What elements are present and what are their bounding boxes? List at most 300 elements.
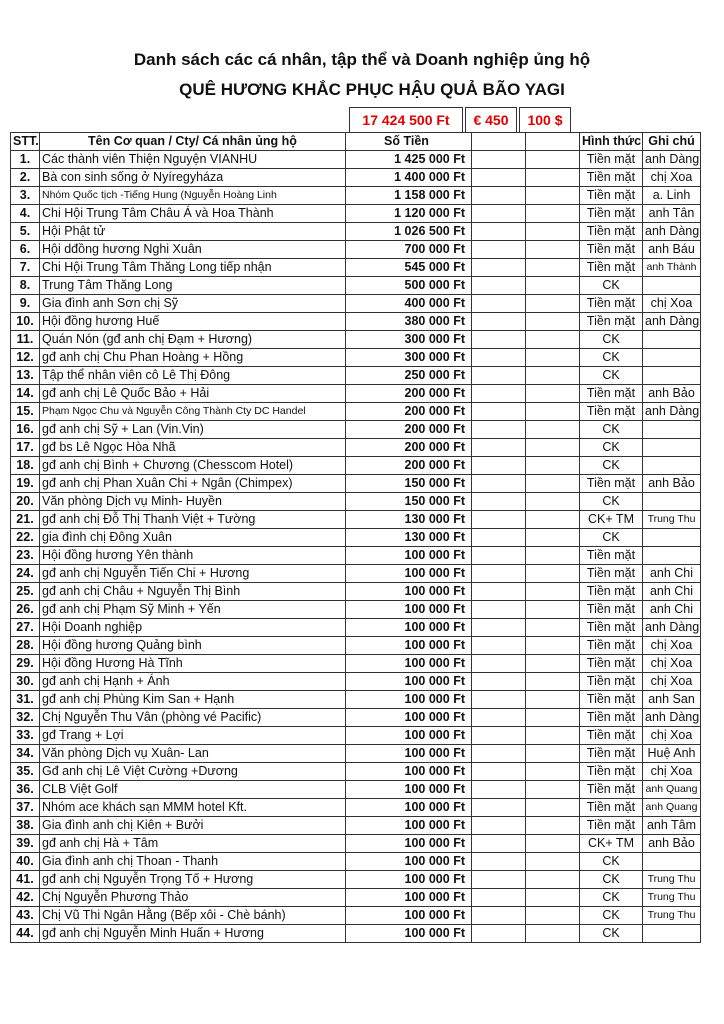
donor-name: gđ anh chị Chu Phan Hoàng + Hồng bbox=[40, 349, 346, 367]
table-row bbox=[11, 529, 701, 547]
blank-cell bbox=[526, 223, 580, 241]
table-row bbox=[11, 763, 701, 781]
note bbox=[643, 367, 701, 385]
row-number: 1. bbox=[11, 151, 40, 169]
row-number: 29. bbox=[11, 655, 40, 673]
table-header-row bbox=[11, 133, 701, 151]
note: anh Bảo bbox=[643, 835, 701, 853]
blank-cell bbox=[526, 583, 580, 601]
payment-form: Tiền mặt bbox=[580, 673, 643, 691]
donor-name: gđ anh chị Phùng Kim San + Hạnh bbox=[40, 691, 346, 709]
payment-form: Tiền mặt bbox=[580, 295, 643, 313]
payment-form: Tiền mặt bbox=[580, 205, 643, 223]
row-number: 14. bbox=[11, 385, 40, 403]
donation-amount: 500 000 Ft bbox=[346, 277, 472, 295]
blank-cell bbox=[472, 745, 526, 763]
blank-cell bbox=[526, 547, 580, 565]
donation-amount: 100 000 Ft bbox=[346, 691, 472, 709]
total-forint: 17 424 500 Ft bbox=[349, 107, 463, 133]
row-number: 27. bbox=[11, 619, 40, 637]
donation-amount: 1 425 000 Ft bbox=[346, 151, 472, 169]
table-row bbox=[11, 547, 701, 565]
note: anh Quang bbox=[643, 799, 701, 817]
payment-form: CK bbox=[580, 439, 643, 457]
blank-cell bbox=[472, 817, 526, 835]
donor-name: gđ Trang + Lợi bbox=[40, 727, 346, 745]
blank-cell bbox=[526, 745, 580, 763]
blank-cell bbox=[472, 889, 526, 907]
header-form: Hình thức bbox=[580, 133, 643, 151]
blank-cell bbox=[472, 925, 526, 943]
blank-cell bbox=[526, 907, 580, 925]
blank-cell bbox=[526, 799, 580, 817]
blank-cell bbox=[526, 655, 580, 673]
blank-cell bbox=[472, 331, 526, 349]
blank-cell bbox=[526, 259, 580, 277]
row-number: 40. bbox=[11, 853, 40, 871]
blank-cell bbox=[472, 673, 526, 691]
donor-name: Hội Doanh nghiệp bbox=[40, 619, 346, 637]
blank-cell bbox=[472, 187, 526, 205]
donation-amount: 545 000 Ft bbox=[346, 259, 472, 277]
header-stt: STT. bbox=[11, 133, 40, 151]
donation-amount: 100 000 Ft bbox=[346, 673, 472, 691]
donation-amount: 100 000 Ft bbox=[346, 745, 472, 763]
note: Trung Thu bbox=[643, 889, 701, 907]
table-body bbox=[11, 151, 701, 943]
table-row bbox=[11, 889, 701, 907]
donation-amount: 300 000 Ft bbox=[346, 331, 472, 349]
document-title: Danh sách các cá nhân, tập thể và Doanh nghiệp ủng hộ bbox=[133, 50, 591, 69]
donor-name: Hội đồng hương Huế bbox=[40, 313, 346, 331]
row-number: 3. bbox=[11, 187, 40, 205]
donation-amount: 1 026 500 Ft bbox=[346, 223, 472, 241]
note: anh Báu bbox=[643, 241, 701, 259]
note: anh Dàng bbox=[643, 619, 701, 637]
row-number: 16. bbox=[11, 421, 40, 439]
blank-cell bbox=[472, 205, 526, 223]
donor-name: gđ anh chị Bình + Chương (Chesscom Hotel) bbox=[40, 457, 346, 475]
row-number: 25. bbox=[11, 583, 40, 601]
donation-amount: 100 000 Ft bbox=[346, 871, 472, 889]
blank-cell bbox=[472, 385, 526, 403]
donor-name: Chi Hội Trung Tâm Châu Á và Hoa Thành bbox=[40, 205, 346, 223]
donation-amount: 100 000 Ft bbox=[346, 637, 472, 655]
blank-cell bbox=[472, 871, 526, 889]
note: anh Dàng bbox=[643, 709, 701, 727]
table-row bbox=[11, 781, 701, 799]
blank-cell bbox=[526, 367, 580, 385]
blank-cell bbox=[526, 349, 580, 367]
donation-amount: 200 000 Ft bbox=[346, 439, 472, 457]
row-number: 13. bbox=[11, 367, 40, 385]
note: anh Chi bbox=[643, 565, 701, 583]
row-number: 6. bbox=[11, 241, 40, 259]
table-row bbox=[11, 655, 701, 673]
note bbox=[643, 853, 701, 871]
payment-form: Tiền mặt bbox=[580, 745, 643, 763]
blank-cell bbox=[526, 421, 580, 439]
header-blank-1 bbox=[472, 133, 526, 151]
donation-amount: 150 000 Ft bbox=[346, 475, 472, 493]
donation-amount: 700 000 Ft bbox=[346, 241, 472, 259]
note: chị Xoa bbox=[643, 169, 701, 187]
blank-cell bbox=[526, 457, 580, 475]
note: anh Bảo bbox=[643, 475, 701, 493]
payment-form: Tiền mặt bbox=[580, 619, 643, 637]
blank-cell bbox=[472, 583, 526, 601]
table-row bbox=[11, 493, 701, 511]
blank-cell bbox=[526, 331, 580, 349]
blank-cell bbox=[526, 151, 580, 169]
payment-form: Tiền mặt bbox=[580, 763, 643, 781]
blank-cell bbox=[472, 493, 526, 511]
payment-form: Tiền mặt bbox=[580, 565, 643, 583]
donor-name: Các thành viên Thiện Nguyện VIANHU bbox=[40, 151, 346, 169]
donor-name: Bà con sinh sống ở Nyíregyháza bbox=[40, 169, 346, 187]
payment-form: Tiền mặt bbox=[580, 169, 643, 187]
payment-form: CK bbox=[580, 925, 643, 943]
donation-amount: 100 000 Ft bbox=[346, 781, 472, 799]
table-row bbox=[11, 799, 701, 817]
row-number: 38. bbox=[11, 817, 40, 835]
note bbox=[643, 457, 701, 475]
donation-amount: 150 000 Ft bbox=[346, 493, 472, 511]
payment-form: Tiền mặt bbox=[580, 781, 643, 799]
payment-form: Tiền mặt bbox=[580, 655, 643, 673]
payment-form: Tiền mặt bbox=[580, 241, 643, 259]
note: anh Dàng bbox=[643, 223, 701, 241]
blank-cell bbox=[526, 709, 580, 727]
blank-cell bbox=[526, 763, 580, 781]
blank-cell bbox=[526, 601, 580, 619]
blank-cell bbox=[472, 763, 526, 781]
table-row bbox=[11, 511, 701, 529]
table-row bbox=[11, 925, 701, 943]
row-number: 43. bbox=[11, 907, 40, 925]
row-number: 26. bbox=[11, 601, 40, 619]
blank-cell bbox=[472, 547, 526, 565]
blank-cell bbox=[526, 691, 580, 709]
donor-name: Nhóm Quốc tịch -Tiếng Hung (Nguyễn Hoàng Linh bbox=[40, 187, 346, 205]
payment-form: Tiền mặt bbox=[580, 403, 643, 421]
table-row bbox=[11, 331, 701, 349]
donation-amount: 200 000 Ft bbox=[346, 385, 472, 403]
donor-name: gđ bs Lê Ngọc Hòa Nhã bbox=[40, 439, 346, 457]
donor-name: Chị Nguyễn Thu Vân (phòng vé Pacific) bbox=[40, 709, 346, 727]
donor-name: Chị Nguyễn Phương Thảo bbox=[40, 889, 346, 907]
donor-name: Chị Vũ Thi Ngân Hằng (Bếp xôi - Chè bánh) bbox=[40, 907, 346, 925]
table-row bbox=[11, 583, 701, 601]
donation-amount: 380 000 Ft bbox=[346, 313, 472, 331]
donation-amount: 100 000 Ft bbox=[346, 619, 472, 637]
donation-amount: 100 000 Ft bbox=[346, 547, 472, 565]
row-number: 8. bbox=[11, 277, 40, 295]
blank-cell bbox=[526, 205, 580, 223]
row-number: 39. bbox=[11, 835, 40, 853]
donor-name: Gia đình anh chị Thoan - Thanh bbox=[40, 853, 346, 871]
row-number: 28. bbox=[11, 637, 40, 655]
row-number: 20. bbox=[11, 493, 40, 511]
blank-cell bbox=[472, 907, 526, 925]
table-row bbox=[11, 169, 701, 187]
donation-amount: 100 000 Ft bbox=[346, 763, 472, 781]
note: anh Dàng bbox=[643, 313, 701, 331]
note: chị Xoa bbox=[643, 763, 701, 781]
row-number: 2. bbox=[11, 169, 40, 187]
blank-cell bbox=[526, 853, 580, 871]
donation-amount: 1 400 000 Ft bbox=[346, 169, 472, 187]
note: anh Chi bbox=[643, 601, 701, 619]
note: anh Tâm bbox=[643, 817, 701, 835]
blank-cell bbox=[526, 187, 580, 205]
row-number: 23. bbox=[11, 547, 40, 565]
payment-form: CK bbox=[580, 367, 643, 385]
donation-amount: 130 000 Ft bbox=[346, 529, 472, 547]
blank-cell bbox=[472, 781, 526, 799]
table-row bbox=[11, 205, 701, 223]
blank-cell bbox=[526, 835, 580, 853]
note: anh Dàng bbox=[643, 403, 701, 421]
donation-amount: 100 000 Ft bbox=[346, 907, 472, 925]
donation-amount: 100 000 Ft bbox=[346, 835, 472, 853]
blank-cell bbox=[526, 529, 580, 547]
donor-name: Hội đồng hương Quảng bình bbox=[40, 637, 346, 655]
blank-cell bbox=[472, 619, 526, 637]
donation-amount: 100 000 Ft bbox=[346, 565, 472, 583]
donor-name: Trung Tâm Thăng Long bbox=[40, 277, 346, 295]
note bbox=[643, 925, 701, 943]
blank-cell bbox=[472, 835, 526, 853]
note bbox=[643, 421, 701, 439]
donor-name: gđ anh chị Phan Xuân Chi + Ngân (Chimpex) bbox=[40, 475, 346, 493]
table-row bbox=[11, 853, 701, 871]
note: chị Xoa bbox=[643, 655, 701, 673]
table-row bbox=[11, 457, 701, 475]
note bbox=[643, 493, 701, 511]
donation-amount: 100 000 Ft bbox=[346, 889, 472, 907]
blank-cell bbox=[526, 619, 580, 637]
payment-form: CK+ TM bbox=[580, 511, 643, 529]
table-row bbox=[11, 241, 701, 259]
donor-name: gđ anh chị Phạm Sỹ Minh + Yến bbox=[40, 601, 346, 619]
donor-name: gia đình chị Đông Xuân bbox=[40, 529, 346, 547]
header-name: Tên Cơ quan / Cty/ Cá nhân ủng hộ bbox=[40, 133, 346, 151]
donation-amount: 250 000 Ft bbox=[346, 367, 472, 385]
blank-cell bbox=[526, 781, 580, 799]
payment-form: CK bbox=[580, 529, 643, 547]
donor-name: Gđ anh chị Lê Việt Cường +Dương bbox=[40, 763, 346, 781]
payment-form: Tiền mặt bbox=[580, 799, 643, 817]
table-row bbox=[11, 187, 701, 205]
payment-form: CK bbox=[580, 457, 643, 475]
note: chị Xoa bbox=[643, 637, 701, 655]
table-row bbox=[11, 619, 701, 637]
note: Huệ Anh bbox=[643, 745, 701, 763]
blank-cell bbox=[472, 151, 526, 169]
donation-amount: 200 000 Ft bbox=[346, 403, 472, 421]
payment-form: Tiền mặt bbox=[580, 727, 643, 745]
blank-cell bbox=[472, 853, 526, 871]
blank-cell bbox=[526, 889, 580, 907]
payment-form: CK bbox=[580, 871, 643, 889]
row-number: 41. bbox=[11, 871, 40, 889]
blank-cell bbox=[526, 673, 580, 691]
table-row bbox=[11, 871, 701, 889]
row-number: 31. bbox=[11, 691, 40, 709]
note: anh Bảo bbox=[643, 385, 701, 403]
blank-cell bbox=[526, 493, 580, 511]
donation-amount: 100 000 Ft bbox=[346, 583, 472, 601]
document-subtitle: QUÊ HƯƠNG KHẮC PHỤC HẬU QUẢ BÃO YAGI bbox=[179, 80, 565, 99]
table-row bbox=[11, 835, 701, 853]
payment-form: Tiền mặt bbox=[580, 385, 643, 403]
row-number: 15. bbox=[11, 403, 40, 421]
row-number: 37. bbox=[11, 799, 40, 817]
payment-form: CK bbox=[580, 277, 643, 295]
donor-name: gđ anh chị Sỹ + Lan (Vin.Vin) bbox=[40, 421, 346, 439]
row-number: 4. bbox=[11, 205, 40, 223]
donation-amount: 300 000 Ft bbox=[346, 349, 472, 367]
note: anh Dàng bbox=[643, 151, 701, 169]
blank-cell bbox=[526, 727, 580, 745]
row-number: 19. bbox=[11, 475, 40, 493]
table-row bbox=[11, 907, 701, 925]
note bbox=[643, 439, 701, 457]
note bbox=[643, 349, 701, 367]
blank-cell bbox=[526, 511, 580, 529]
table-row bbox=[11, 403, 701, 421]
row-number: 36. bbox=[11, 781, 40, 799]
donor-name: Hội dđồng hương Nghi Xuân bbox=[40, 241, 346, 259]
table-row bbox=[11, 151, 701, 169]
donor-name: gđ anh chị Lê Quốc Bảo + Hải bbox=[40, 385, 346, 403]
note: anh Quang bbox=[643, 781, 701, 799]
table-row bbox=[11, 601, 701, 619]
note: anh Tân bbox=[643, 205, 701, 223]
donation-amount: 100 000 Ft bbox=[346, 799, 472, 817]
table-row bbox=[11, 313, 701, 331]
payment-form: CK bbox=[580, 421, 643, 439]
blank-cell bbox=[526, 169, 580, 187]
donation-amount: 200 000 Ft bbox=[346, 421, 472, 439]
row-number: 11. bbox=[11, 331, 40, 349]
donor-name: Văn phòng Dịch vụ Minh- Huyền bbox=[40, 493, 346, 511]
blank-cell bbox=[472, 727, 526, 745]
blank-cell bbox=[526, 313, 580, 331]
donor-name: gđ anh chị Hạnh + Ánh bbox=[40, 673, 346, 691]
payment-form: Tiền mặt bbox=[580, 475, 643, 493]
blank-cell bbox=[472, 799, 526, 817]
donor-name: gđ anh chị Đỗ Thị Thanh Việt + Tường bbox=[40, 511, 346, 529]
header-note: Ghi chú bbox=[643, 133, 701, 151]
blank-cell bbox=[472, 655, 526, 673]
header-blank-2 bbox=[526, 133, 580, 151]
donation-amount: 400 000 Ft bbox=[346, 295, 472, 313]
donor-name: Gia đình anh Sơn chị Sỹ bbox=[40, 295, 346, 313]
row-number: 24. bbox=[11, 565, 40, 583]
blank-cell bbox=[472, 421, 526, 439]
donor-name: gđ anh chị Nguyễn Tiến Chi + Hương bbox=[40, 565, 346, 583]
table-row bbox=[11, 439, 701, 457]
row-number: 17. bbox=[11, 439, 40, 457]
table-row bbox=[11, 367, 701, 385]
payment-form: Tiền mặt bbox=[580, 223, 643, 241]
donor-name: Nhóm ace khách sạn MMM hotel Kft. bbox=[40, 799, 346, 817]
row-number: 30. bbox=[11, 673, 40, 691]
donation-amount: 100 000 Ft bbox=[346, 817, 472, 835]
donor-name: CLB Việt Golf bbox=[40, 781, 346, 799]
donation-amount: 100 000 Ft bbox=[346, 601, 472, 619]
payment-form: Tiền mặt bbox=[580, 817, 643, 835]
donor-name: Hội Phật tử bbox=[40, 223, 346, 241]
row-number: 10. bbox=[11, 313, 40, 331]
blank-cell bbox=[526, 637, 580, 655]
payment-form: CK+ TM bbox=[580, 835, 643, 853]
row-number: 42. bbox=[11, 889, 40, 907]
donation-amount: 100 000 Ft bbox=[346, 655, 472, 673]
row-number: 18. bbox=[11, 457, 40, 475]
blank-cell bbox=[472, 529, 526, 547]
total-euro: € 450 bbox=[465, 107, 517, 133]
row-number: 21. bbox=[11, 511, 40, 529]
row-number: 32. bbox=[11, 709, 40, 727]
blank-cell bbox=[526, 295, 580, 313]
table-row bbox=[11, 565, 701, 583]
blank-cell bbox=[526, 871, 580, 889]
payment-form: Tiền mặt bbox=[580, 259, 643, 277]
donation-amount: 1 120 000 Ft bbox=[346, 205, 472, 223]
payment-form: CK bbox=[580, 889, 643, 907]
blank-cell bbox=[472, 565, 526, 583]
blank-cell bbox=[526, 475, 580, 493]
donation-amount: 1 158 000 Ft bbox=[346, 187, 472, 205]
donation-amount: 200 000 Ft bbox=[346, 457, 472, 475]
payment-form: CK bbox=[580, 331, 643, 349]
blank-cell bbox=[472, 295, 526, 313]
blank-cell bbox=[472, 349, 526, 367]
note: chị Xoa bbox=[643, 295, 701, 313]
table-row bbox=[11, 709, 701, 727]
donor-name: Hội đồng Hương Hà Tĩnh bbox=[40, 655, 346, 673]
blank-cell bbox=[472, 475, 526, 493]
payment-form: CK bbox=[580, 493, 643, 511]
row-number: 44. bbox=[11, 925, 40, 943]
blank-cell bbox=[472, 367, 526, 385]
payment-form: Tiền mặt bbox=[580, 583, 643, 601]
payment-form: Tiền mặt bbox=[580, 313, 643, 331]
donation-amount: 100 000 Ft bbox=[346, 709, 472, 727]
donation-amount: 100 000 Ft bbox=[346, 853, 472, 871]
payment-form: Tiền mặt bbox=[580, 151, 643, 169]
payment-form: Tiền mặt bbox=[580, 547, 643, 565]
table-row bbox=[11, 475, 701, 493]
blank-cell bbox=[472, 241, 526, 259]
payment-form: Tiền mặt bbox=[580, 637, 643, 655]
table-row bbox=[11, 727, 701, 745]
note: a. Linh bbox=[643, 187, 701, 205]
row-number: 12. bbox=[11, 349, 40, 367]
table-row bbox=[11, 745, 701, 763]
payment-form: Tiền mặt bbox=[580, 601, 643, 619]
blank-cell bbox=[472, 277, 526, 295]
payment-form: Tiền mặt bbox=[580, 187, 643, 205]
table-row bbox=[11, 673, 701, 691]
row-number: 33. bbox=[11, 727, 40, 745]
note bbox=[643, 547, 701, 565]
payment-form: Tiền mặt bbox=[580, 709, 643, 727]
donor-name: gđ anh chị Châu + Nguyễn Thị Bình bbox=[40, 583, 346, 601]
